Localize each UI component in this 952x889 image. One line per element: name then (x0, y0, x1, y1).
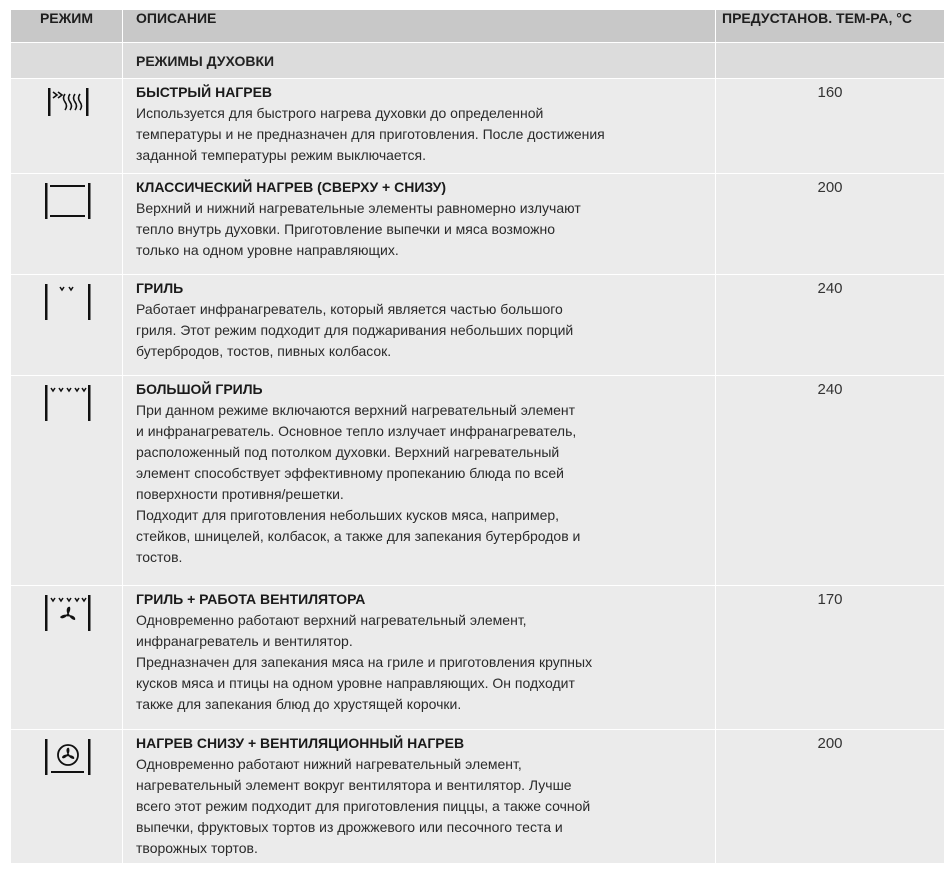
mode-title: БЫСТРЫЙ НАГРЕВ (136, 84, 273, 100)
mode-title: КЛАССИЧЕСКИЙ НАГРЕВ (СВЕРХУ + СНИЗУ) (136, 179, 447, 195)
mode-description: Верхний и нижний нагревательные элементы равномерно излучают тепло внутрь духовки. Приготовление выпечки и мяса возможно только на одном уровне направляющих. (136, 200, 581, 258)
mode-temperature: 200 (716, 174, 945, 275)
mode-description: Используется для быстрого нагрева духовки до определенной температуры и не предназначен для приготовления. После достижения заданной температуры режим выключается. (136, 105, 605, 163)
section-empty-cell (716, 43, 945, 79)
grill-fan-icon (37, 591, 97, 635)
mode-description: При данном режиме включаются верхний нагревательный элемент и инфранагреватель. Основное тепло излучает инфранагреватель, расположенный под потолком духовки. Верхний нагревательный элемент способствует эффективному пропеканию блюда по всей поверхности противня/решетки. Подходит для приготовления небольших кусков мяса, например, стейков, шницелей, колбасок, а также для запекания бутербродов и тостов. (136, 402, 581, 565)
section-row (11, 43, 945, 79)
section-empty-cell (11, 43, 123, 79)
mode-temperature: 240 (716, 275, 945, 376)
mode-title: БОЛЬШОЙ ГРИЛЬ (136, 381, 263, 397)
section-title: РЕЖИМЫ ДУХОВКИ (123, 43, 716, 79)
grill-icon (37, 280, 97, 324)
mode-row-large-grill (11, 376, 945, 586)
mode-row-bottom-convection (11, 730, 945, 864)
header-temperature: ПРЕДУСТАНОВ. ТЕМ-РА, °C (716, 10, 945, 43)
mode-description: Работает инфранагреватель, который является частью большого гриля. Этот режим подходит для поджаривания небольших порций бутербродов, тостов, пивных колбасок. (136, 301, 574, 359)
mode-temperature: 160 (716, 79, 945, 174)
mode-title: ГРИЛЬ + РАБОТА ВЕНТИЛЯТОРА (136, 591, 366, 607)
fast-heat-icon (37, 84, 97, 120)
top-bottom-heat-icon (37, 179, 97, 223)
mode-temperature: 240 (716, 376, 945, 586)
table-header-row (11, 10, 945, 43)
header-description: ОПИСАНИЕ (123, 10, 716, 43)
mode-row-top-bottom-heat (11, 174, 945, 275)
header-mode: РЕЖИМ (11, 10, 123, 43)
bottom-convection-heat-icon (37, 735, 97, 779)
mode-title: ГРИЛЬ (136, 280, 184, 296)
mode-row-grill (11, 275, 945, 376)
mode-temperature: 170 (716, 586, 945, 730)
mode-row-grill-fan (11, 586, 945, 730)
mode-temperature: 200 (716, 730, 945, 864)
mode-description: Одновременно работают верхний нагревательный элемент, инфранагреватель и вентилятор. Предназначен для запекания мяса на гриле и приготовления крупных кусков мяса и птицы на одном уровне направляющих. Он подходит также для запекания блюд до хрустящей корочки. (136, 612, 593, 712)
mode-description: Одновременно работают нижний нагревательный элемент, нагревательный элемент вокруг вентилятора и вентилятор. Лучше всего этот режим подходит для приготовления пиццы, а также сочной выпечки, фруктовых тортов из дрожжевого или песочного теста и творожных тортов. (136, 756, 591, 856)
oven-modes-table (10, 9, 945, 864)
large-grill-icon (37, 381, 97, 425)
mode-title: НАГРЕВ СНИЗУ + ВЕНТИЛЯЦИОННЫЙ НАГРЕВ (136, 735, 465, 751)
mode-row-fast-heat (11, 79, 945, 174)
